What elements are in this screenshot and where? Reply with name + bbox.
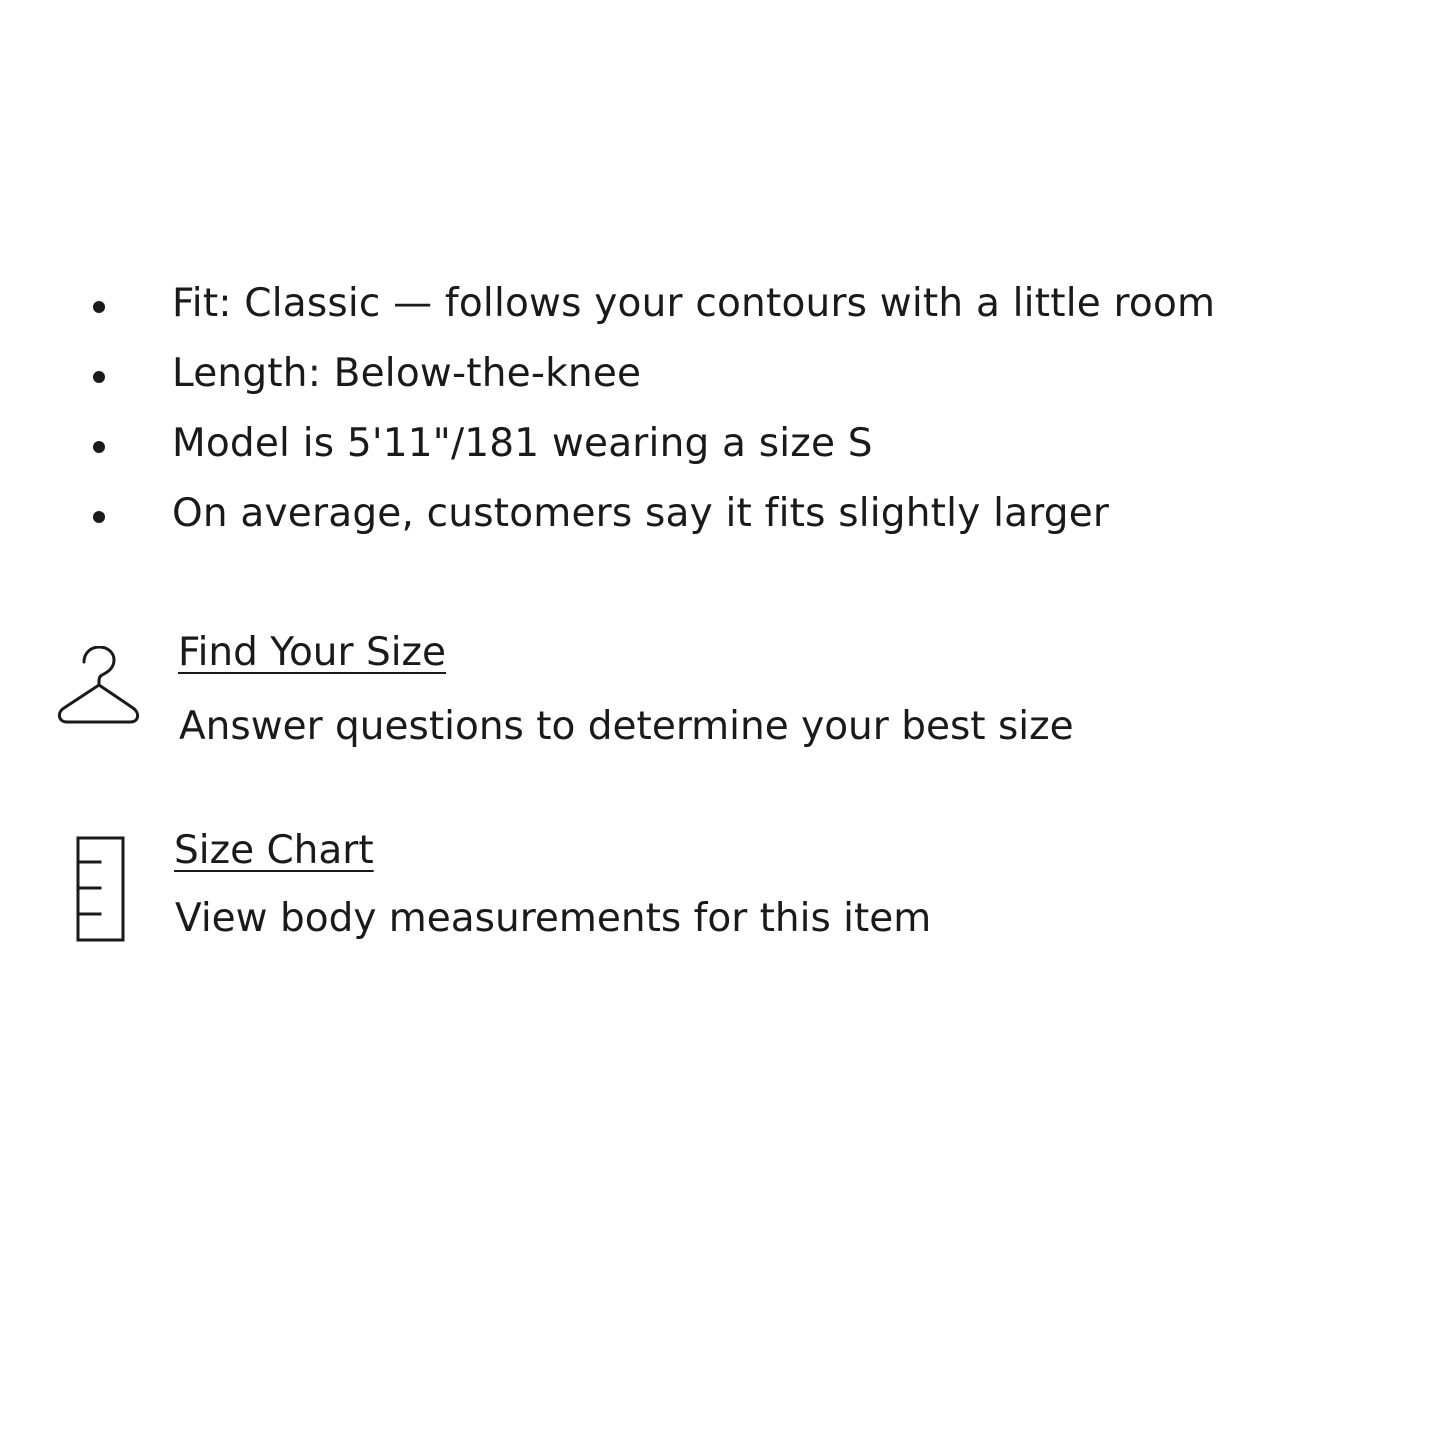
size-chart-description: View body measurements for this item xyxy=(175,896,932,941)
ruler-icon xyxy=(76,836,126,946)
customer-fit-detail-item xyxy=(0,482,1439,552)
fit-detail-text: Fit: Classic — follows your contours with a little room xyxy=(172,281,1216,326)
size-chart-section xyxy=(0,826,1439,956)
find-your-size-link[interactable]: Find Your Size xyxy=(178,630,447,675)
bullet-icon xyxy=(93,441,105,453)
fit-detail-item xyxy=(0,272,1439,342)
hanger-icon xyxy=(56,646,142,732)
model-detail-text: Model is 5'11"/181 wearing a size S xyxy=(172,421,873,466)
size-chart-link[interactable]: Size Chart xyxy=(174,828,374,873)
length-detail-item xyxy=(0,342,1439,412)
model-detail-item xyxy=(0,412,1439,482)
find-your-size-description: Answer questions to determine your best size xyxy=(179,704,1074,749)
bullet-icon xyxy=(93,511,105,523)
length-detail-text: Length: Below-the-knee xyxy=(172,351,642,396)
find-your-size-section xyxy=(0,628,1439,758)
fit-details-list xyxy=(0,272,1439,552)
bullet-icon xyxy=(93,371,105,383)
bullet-icon xyxy=(93,301,105,313)
customer-fit-detail-text: On average, customers say it fits slightly larger xyxy=(172,491,1110,536)
